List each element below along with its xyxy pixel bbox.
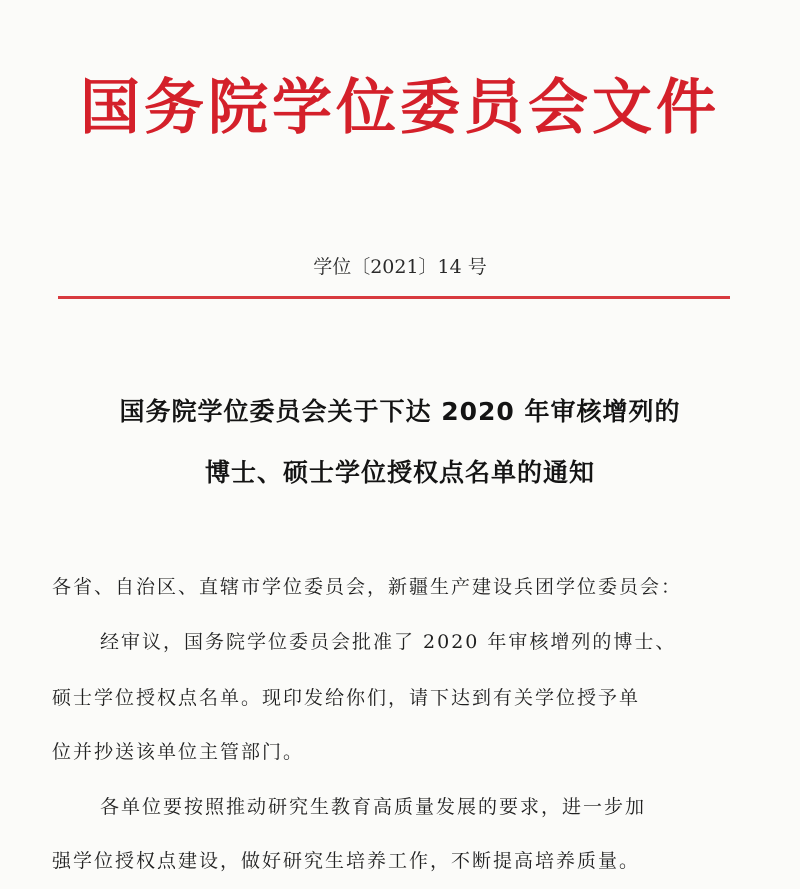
red-divider-line [58, 296, 730, 299]
issuer-header: 国务院学位委员会文件 [80, 73, 720, 143]
notice-title-line-1: 国务院学位委员会关于下达 2020 年审核增列的 [119, 397, 681, 426]
body-paragraph-1-line-1: 经审议，国务院学位委员会批准了 2020 年审核增列的博士、 [100, 631, 677, 653]
body-paragraph-2-line-2: 强学位授权点建设，做好研究生培养工作，不断提高培养质量。 [52, 850, 641, 872]
notice-title-line-2: 博士、硕士学位授权点名单的通知 [204, 458, 595, 487]
body-paragraph-1-line-3: 位并抄送该单位主管部门。 [52, 741, 305, 763]
body-paragraph-2-line-1: 各单位要按照推动研究生教育高质量发展的要求，进一步加 [100, 796, 647, 818]
document-number: 学位〔2021〕14 号 [313, 256, 487, 278]
salutation-line: 各省、自治区、直辖市学位委员会，新疆生产建设兵团学位委员会： [52, 576, 683, 598]
body-paragraph-1-line-2: 硕士学位授权点名单。现印发给你们，请下达到有关学位授予单 [52, 687, 641, 709]
